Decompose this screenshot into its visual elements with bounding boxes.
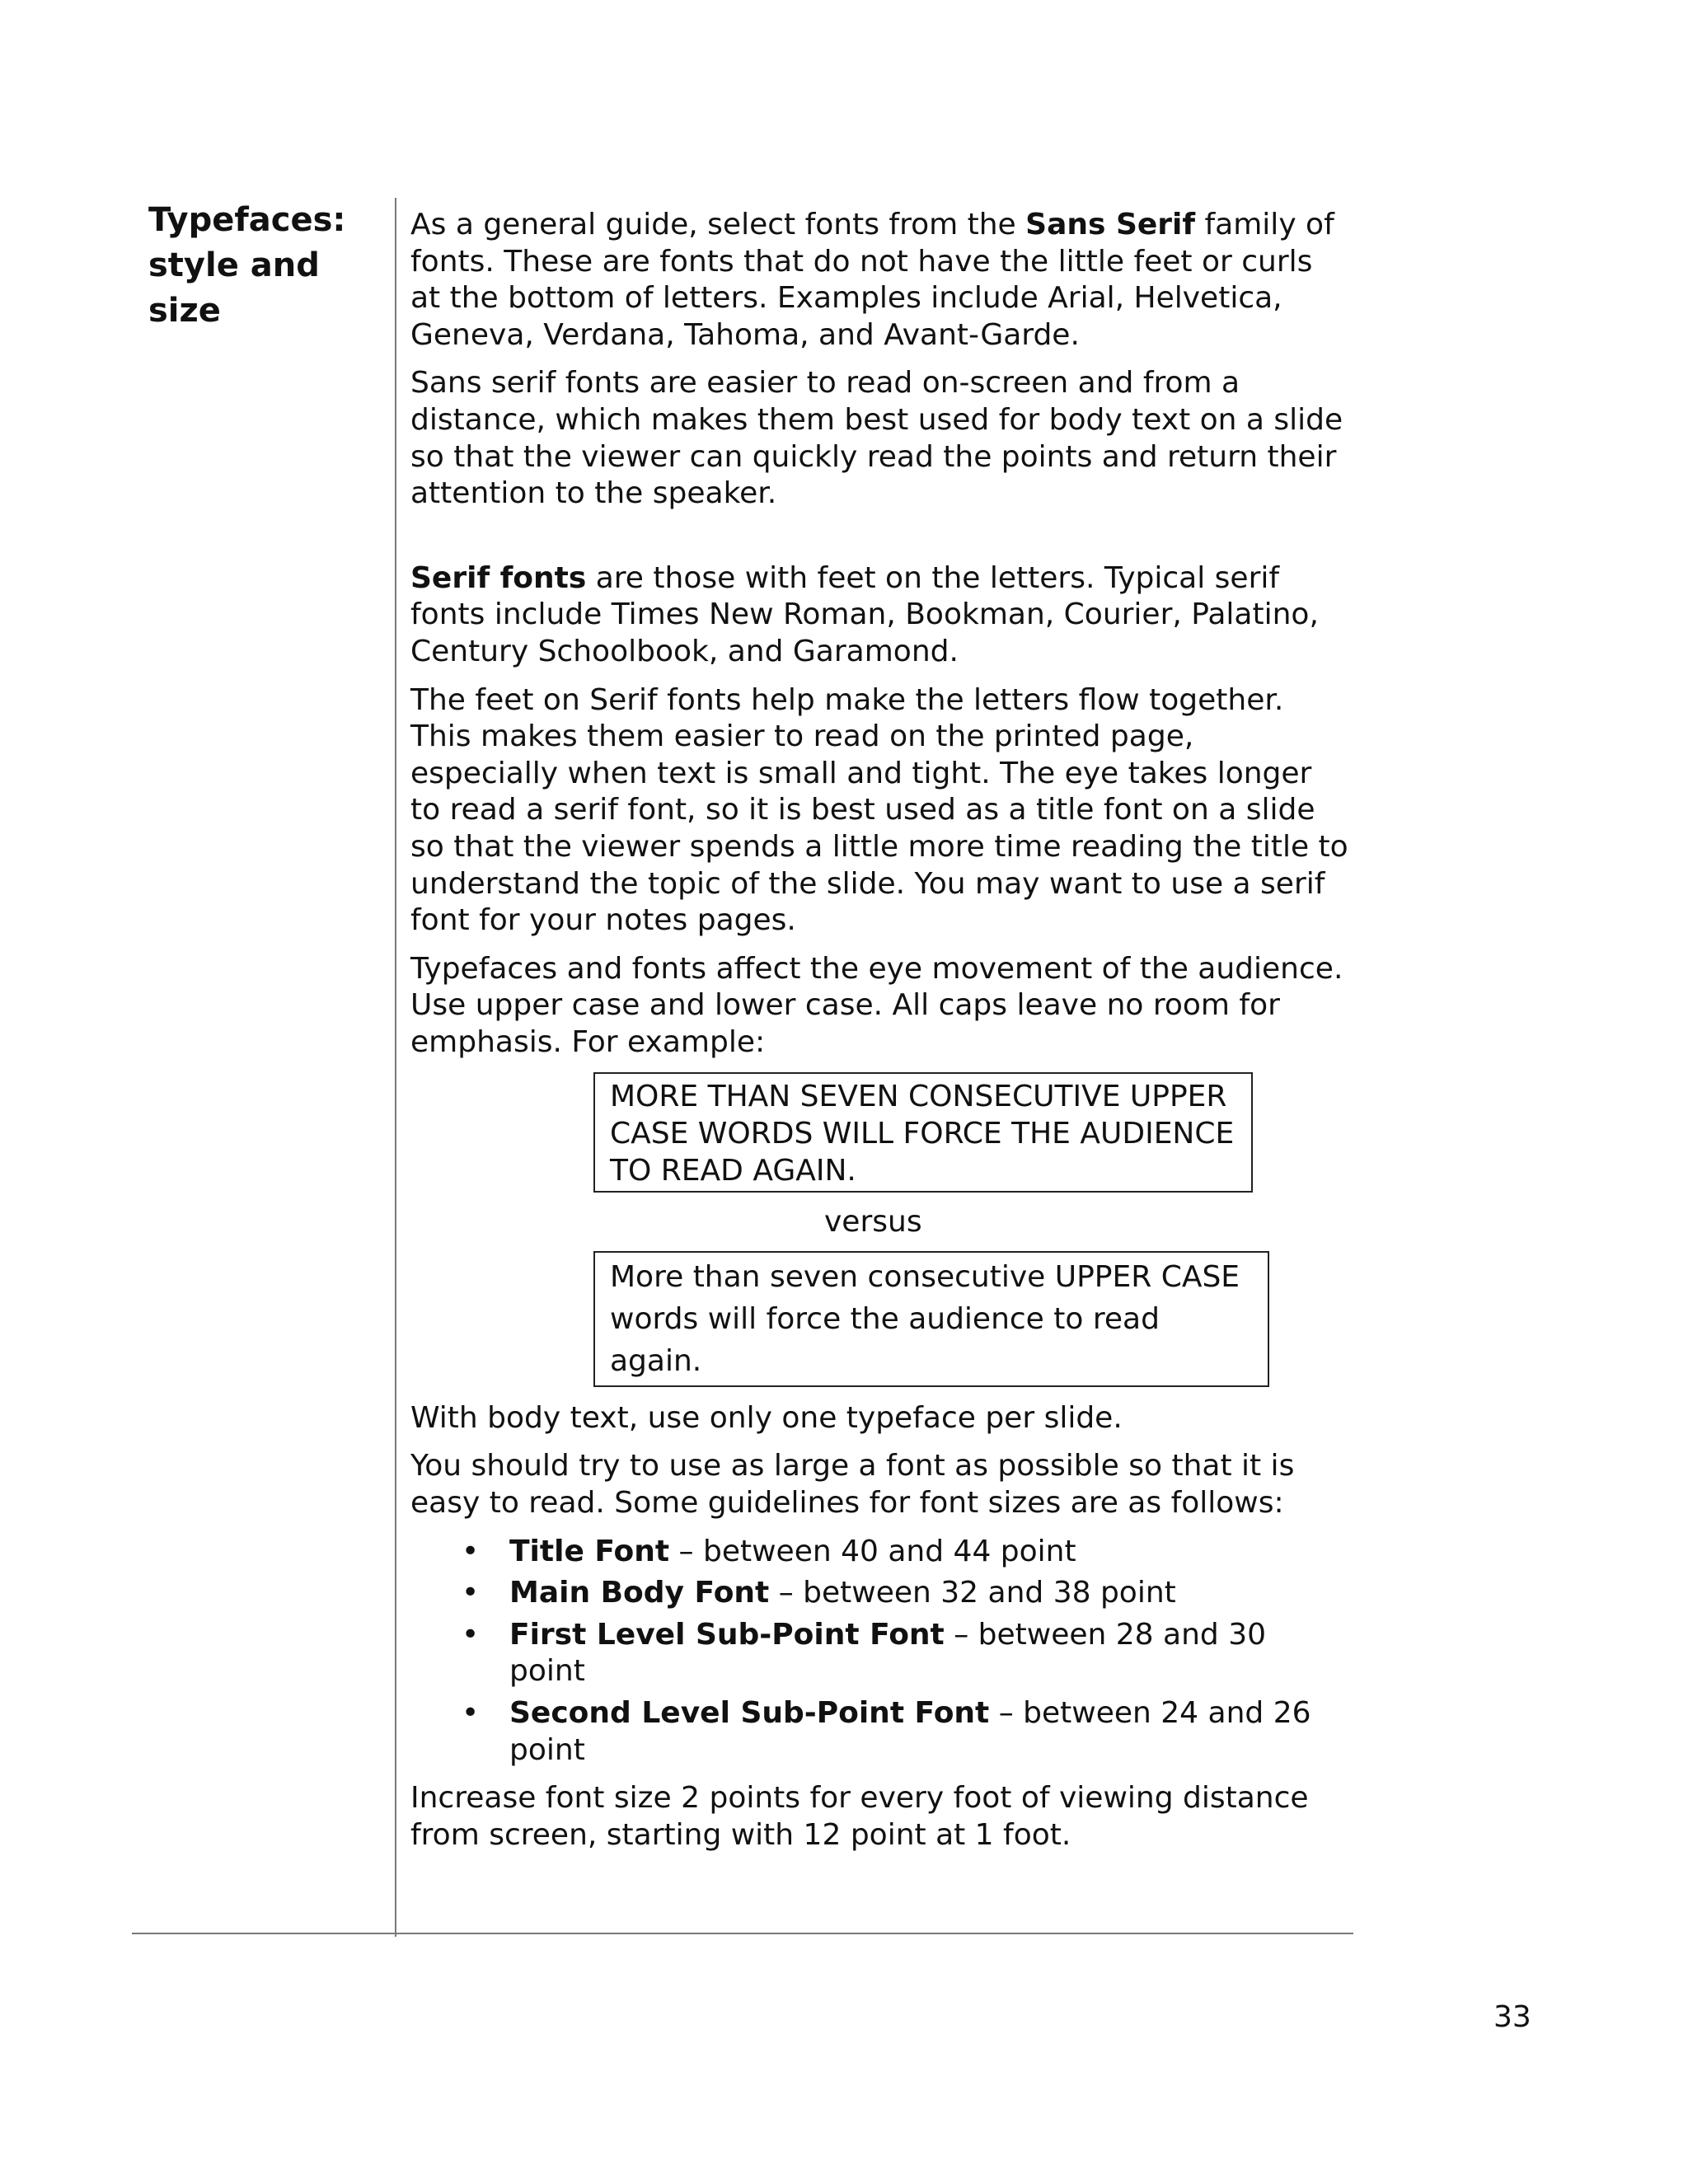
heading-line: Typefaces: [148, 201, 346, 239]
text-run: family of fonts. These are fonts that do not have the little feet or curls at the bottom of letters. Examples include Arial, Helvetica, Geneva, Verdana, Tahoma, and Avant-Garde. [410, 208, 1334, 352]
list-item [509, 1617, 1350, 1690]
bullet-text: – between 32 and 38 point [769, 1576, 1176, 1610]
example-box-upper-case: MORE THAN SEVEN CONSECUTIVE UPPER CASE WORDS WILL FORCE THE AUDIENCE TO READ AGAIN. [593, 1072, 1253, 1193]
column-divider [395, 198, 396, 1937]
paragraph-font-size-intro: You should try to use as large a font as possible so that it is easy to read. Some guidelines for font sizes are as follows: [410, 1449, 1295, 1521]
bullet-text: – between 40 and 44 point [669, 1534, 1076, 1568]
font-size-guidelines-list [410, 1534, 1350, 1769]
text-run: are those with feet on the letters. Typical serif fonts include Times New Roman, Bookman, Courier, Palatino, Century Schoolbook, and Garamond. [410, 560, 1319, 668]
paragraph-one-typeface: With body text, use only one typeface per slide. [410, 1400, 1123, 1435]
paragraph-viewing-distance: Increase font size 2 points for every foot of viewing distance from screen, starting with 12 point at 1 foot. [410, 1781, 1309, 1852]
paragraph-eye-movement: Typefaces and fonts affect the eye movement of the audience. Use upper case and lower case. All caps leave no room for emphasis. For example: [410, 951, 1343, 1059]
versus-label: versus [824, 1205, 922, 1240]
table-bottom-rule [132, 1933, 1353, 1934]
heading-line: style and [148, 246, 320, 284]
bullet-term: Second Level Sub-Point Font [509, 1696, 990, 1730]
bullet-term: Title Font [509, 1534, 670, 1568]
paragraph-serif-usage: The feet on Serif fonts help make the letters flow together. This makes them easier to read on the printed page, especially when text is small and tight. The eye takes longer to read a serif font, so it is best used as a title font on a slide so that the viewer spends a little more time reading the title to understand the topic of the slide. You may want to use a serif font for your notes pages. [410, 682, 1348, 938]
list-item [509, 1695, 1350, 1769]
bullet-text: – between 24 and 26 point [509, 1696, 1311, 1767]
list-item [509, 1534, 1350, 1571]
text-run: As a general guide, select fonts from the [410, 208, 1026, 241]
paragraph-sans-serif-usage: Sans serif fonts are easier to read on-screen and from a distance, which makes them best used for body text on a slide so that the viewer can quickly read the points and return their attention to the speaker. [410, 366, 1343, 511]
bullet-term: First Level Sub-Point Font [509, 1617, 945, 1652]
bold-term-serif-fonts: Serif fonts [410, 560, 587, 595]
page-number: 33 [1493, 2000, 1531, 2034]
example-box-mixed-case: More than seven consecutive UPPER CASE words will force the audience to read again. [593, 1251, 1269, 1387]
bullet-term: Main Body Font [509, 1576, 770, 1610]
list-item [509, 1575, 1350, 1612]
heading-line: size [148, 292, 221, 330]
bold-term-sans-serif: Sans Serif [1025, 208, 1196, 241]
section-body [410, 207, 1350, 1865]
section-heading [148, 198, 387, 334]
bullet-text: – between 28 and 30 point [509, 1617, 1266, 1689]
paragraph-sans-serif-intro [410, 207, 1350, 354]
paragraph-serif-intro [410, 560, 1350, 671]
